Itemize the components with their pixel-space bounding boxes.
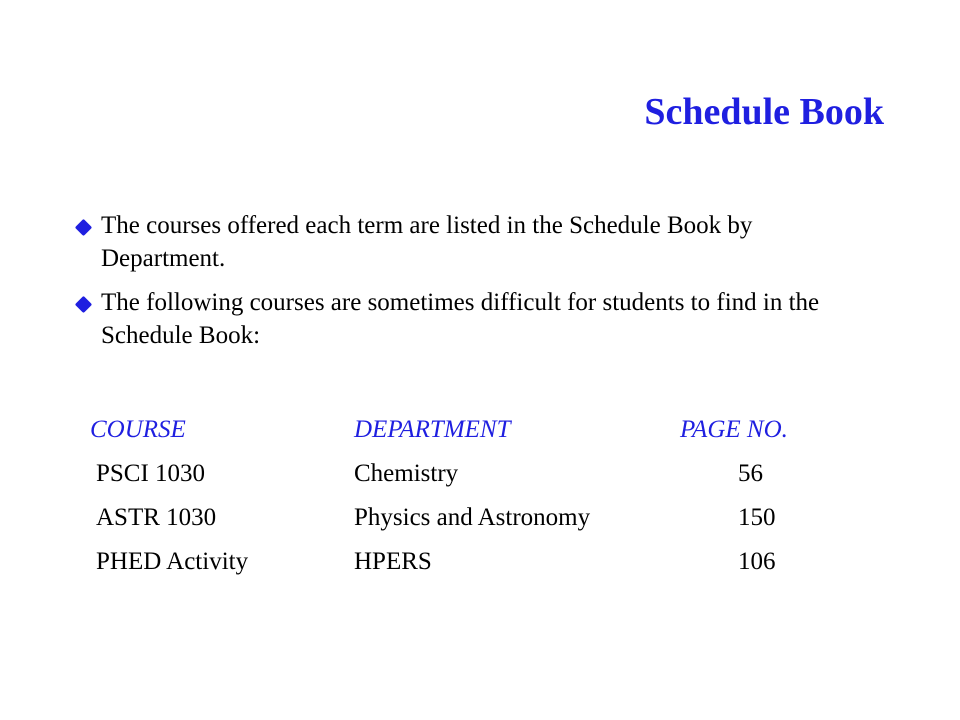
bullet-text: The courses offered each term are listed in the Schedule Book by Department. [101, 212, 753, 272]
course-cell: ASTR 1030 [96, 504, 217, 531]
page-cell: 150 [738, 504, 776, 531]
department-cell: Chemistry [354, 460, 459, 487]
department-cell: Physics and Astronomy [354, 504, 591, 531]
header-page-no: PAGE NO. [680, 416, 788, 443]
course-table [0, 408, 960, 584]
table-row [0, 452, 960, 496]
bullet-list [74, 209, 874, 363]
department-cell: HPERS [354, 548, 432, 575]
header-course: COURSE [90, 416, 186, 443]
header-department: DEPARTMENT [354, 416, 511, 443]
diamond-bullet-icon [75, 219, 92, 236]
page-cell: 56 [738, 460, 763, 487]
course-cell: PSCI 1030 [96, 460, 206, 487]
slide-title: Schedule Book [644, 91, 884, 133]
table-row [0, 540, 960, 584]
diamond-bullet-icon [75, 296, 92, 313]
bullet-item [74, 286, 874, 352]
table-header-row [0, 408, 960, 452]
table-row [0, 496, 960, 540]
bullet-item [74, 209, 874, 275]
page-cell: 106 [738, 548, 776, 575]
course-cell: PHED Activity [96, 548, 249, 575]
bullet-text: The following courses are sometimes difficult for students to find in the Schedule Book: [101, 289, 820, 349]
